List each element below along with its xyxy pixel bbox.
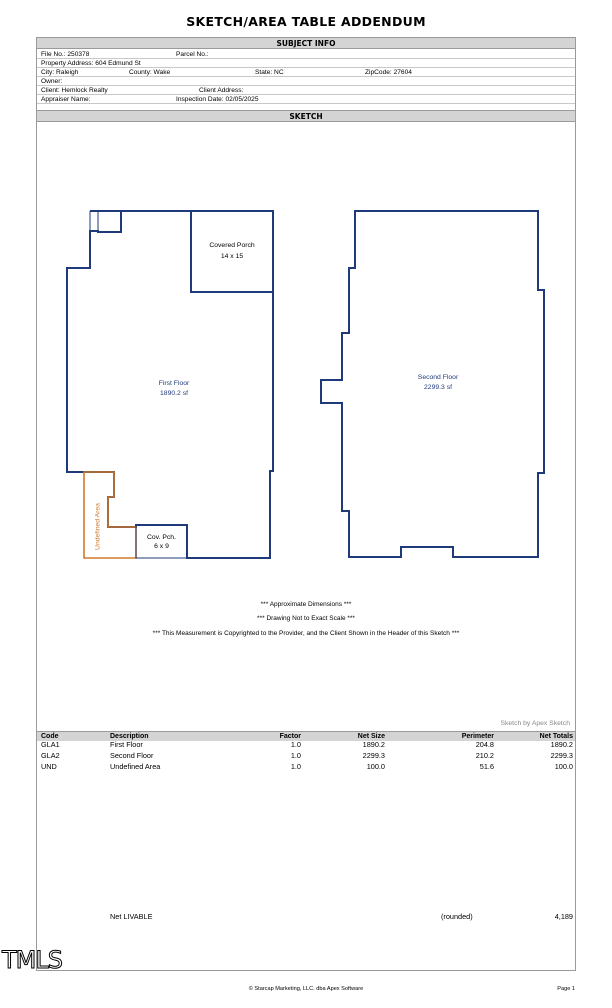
row-factor: 1.0 xyxy=(290,740,301,749)
covered-porch-dims: 14 x 15 xyxy=(220,253,244,260)
col-net-totals: Net Totals xyxy=(539,733,573,740)
footer-copyright: © Starcap Marketing, LLC. dba Apex Software xyxy=(248,986,364,992)
note-copyright: *** This Measurement is Copyrighted to the Provider, and the Client Shown in the Header of this Sketch *** xyxy=(152,630,460,637)
covered-porch-label: Covered Porch xyxy=(209,242,255,249)
covered-porch-outline xyxy=(191,211,273,292)
table-row xyxy=(37,751,575,761)
row-net-total: 2299.3 xyxy=(550,751,573,760)
state: State: NC xyxy=(255,69,284,76)
undefined-area-outline xyxy=(84,472,136,558)
row-net-size: 2299.3 xyxy=(362,751,385,760)
cov-pch-outline xyxy=(136,525,187,558)
client-address: Client Address: xyxy=(199,87,244,94)
parcel-no: Parcel No.: xyxy=(176,51,209,58)
table-row xyxy=(37,762,575,772)
row-net-size: 1890.2 xyxy=(362,740,385,749)
row-code: GLA2 xyxy=(41,751,60,760)
appraiser-name: Appraiser Name: xyxy=(41,96,91,103)
zipcode: ZipCode: 27604 xyxy=(365,69,412,76)
sketch-header: SKETCH xyxy=(37,110,575,122)
row-code: GLA1 xyxy=(41,740,60,749)
col-perimeter: Perimeter xyxy=(461,733,494,740)
mls-logo: TMLS xyxy=(2,946,62,974)
second-floor-label: Second Floor xyxy=(417,374,459,381)
first-floor-notch xyxy=(90,211,98,231)
cov-pch-dims: 6 x 9 xyxy=(154,543,169,550)
row-code: UND xyxy=(41,762,57,771)
row-description: Second Floor xyxy=(110,751,154,760)
city: City: Raleigh xyxy=(41,69,79,76)
net-livable-label: Net LIVABLE xyxy=(110,912,153,921)
col-factor: Factor xyxy=(279,733,301,740)
subject-info-header: SUBJECT INFO xyxy=(37,37,575,49)
row-perimeter: 204.8 xyxy=(475,740,494,749)
col-code: Code xyxy=(41,733,59,740)
second-floor-area: 2299.3 sf xyxy=(424,384,452,391)
row-net-total: 100.0 xyxy=(554,762,573,771)
first-floor-label: First Floor xyxy=(158,380,190,387)
client: Client: Hemlock Realty xyxy=(41,87,108,94)
row-net-total: 1890.2 xyxy=(550,740,573,749)
row-description: Undefined Area xyxy=(110,762,161,771)
row-description: First Floor xyxy=(110,740,143,749)
undefined-area-label: Undefined Area xyxy=(94,503,102,550)
net-livable-row xyxy=(37,912,575,922)
county: County: Wake xyxy=(129,69,171,76)
cov-pch-label: Cov. Pch. xyxy=(147,534,176,541)
covered-porch-wall xyxy=(191,211,273,292)
row-net-size: 100.0 xyxy=(366,762,385,771)
net-livable-value: 4,189 xyxy=(554,912,573,921)
row-factor: 1.0 xyxy=(290,751,301,760)
rounded-label: (rounded) xyxy=(441,912,473,921)
file-no: File No.: 250378 xyxy=(41,51,90,58)
note-approx-dimensions: *** Approximate Dimensions *** xyxy=(260,601,352,608)
inspection-date: Inspection Date: 02/05/2025 xyxy=(176,96,259,103)
owner: Owner: xyxy=(41,78,63,85)
row-factor: 1.0 xyxy=(290,762,301,771)
row-perimeter: 51.6 xyxy=(479,762,494,771)
property-address: Property Address: 604 Edmund St xyxy=(41,60,141,67)
note-not-to-scale: *** Drawing Not to Exact Scale *** xyxy=(257,615,355,622)
sketch-credit: Sketch by Apex Sketch xyxy=(500,720,570,727)
col-description: Description xyxy=(110,733,149,740)
page-title: SKETCH/AREA TABLE ADDENDUM xyxy=(186,14,426,29)
col-net-size: Net Size xyxy=(357,733,385,740)
table-row xyxy=(37,740,575,750)
row-perimeter: 210.2 xyxy=(475,751,494,760)
footer-page: Page 1 xyxy=(557,986,575,992)
first-floor-area: 1890.2 sf xyxy=(160,390,188,397)
